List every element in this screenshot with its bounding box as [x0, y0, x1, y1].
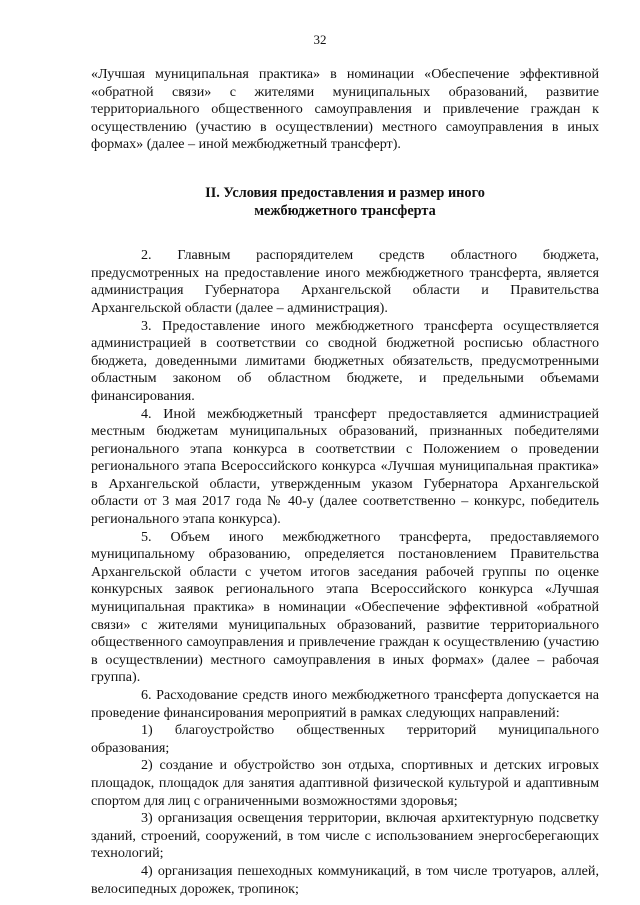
list-item-4: 4) организация пешеходных коммуникаций, в том числе тротуаров, аллей, велосипедных дорожек, тропинок;	[91, 862, 599, 897]
list-item-2: 2) создание и обустройство зон отдыха, спортивных и детских игровых площадок, площадок для занятия адаптивной физической культурой и адаптивным спортом для лиц с ограниченными возможностями здоровья;	[91, 757, 599, 809]
paragraph-2: 2. Главным распорядителем средств областного бюджета, предусмотренных на предоставление иного межбюджетного трансферта, является администрация Губернатора Архангельской области и Правительства Архангельской области (далее – администрация).	[91, 247, 599, 316]
list-item-3: 3) организация освещения территории, включая архитектурную подсветку зданий, строений, сооружений, в том числе с использованием энергосберегающих технологий;	[91, 810, 599, 862]
section-heading	[91, 185, 599, 220]
paragraph-5: 5. Объем иного межбюджетного трансферта, предоставляемого муниципальному образованию, определяется постановлением Правительства Архангельской области с учетом итогов заседания рабочей группы по оценке конкурсных заявок регионального этапа Всероссийского конкурса «Лучшая муниципальная практика» в номинации «Обеспечение эффективной «обратной связи» с жителями муниципальных образований, развитие территориального общественного самоуправления и привлечение граждан к осуществлению (участию в осуществлении) местного самоуправления в иных формах» (далее – рабочая группа).	[91, 528, 599, 686]
paragraph-3: 3. Предоставление иного межбюджетного трансферта осуществляется администрацией в соответствии со сводной бюджетной росписью областного бюджета, доведенными лимитами бюджетных обязательств, предусмотренными областным законом об областном бюджете, и предельными объемами финансирования.	[91, 317, 599, 404]
paragraph-4: 4. Иной межбюджетный трансферт предоставляется администрацией местным бюджетам муниципальных образований, признанных победителями регионального этапа конкурса в соответствии с Положением о проведении регионального этапа Всероссийского конкурса «Лучшая муниципальная практика» в Архангельской области, утвержденным указом Губернатора Архангельской области от 3 мая 2017 года № 40-у (далее соответственно – конкурс, победитель регионального этапа конкурса).	[91, 405, 599, 528]
page-number: 32	[313, 32, 327, 47]
section-heading-line-1: II. Условия предоставления и размер иного	[205, 184, 485, 201]
document-body	[91, 66, 599, 898]
paragraph-6: 6. Расходование средств иного межбюджетного трансферта допускается на проведение финансирования мероприятий в рамках следующих направлений:	[91, 687, 599, 721]
intro-paragraph: «Лучшая муниципальная практика» в номинации «Обеспечение эффективной «обратной связи» с жителями муниципальных образований, развитие территориального общественного самоуправления и привлечение граждан к осуществлению (участию в осуществлении) местного самоуправления в иных формах» (далее – иной межбюджетный трансферт).	[91, 66, 599, 153]
section-heading-line-2: межбюджетного трансферта	[254, 202, 436, 219]
list-item-1: 1) благоустройство общественных территорий муниципального образования;	[91, 722, 599, 756]
